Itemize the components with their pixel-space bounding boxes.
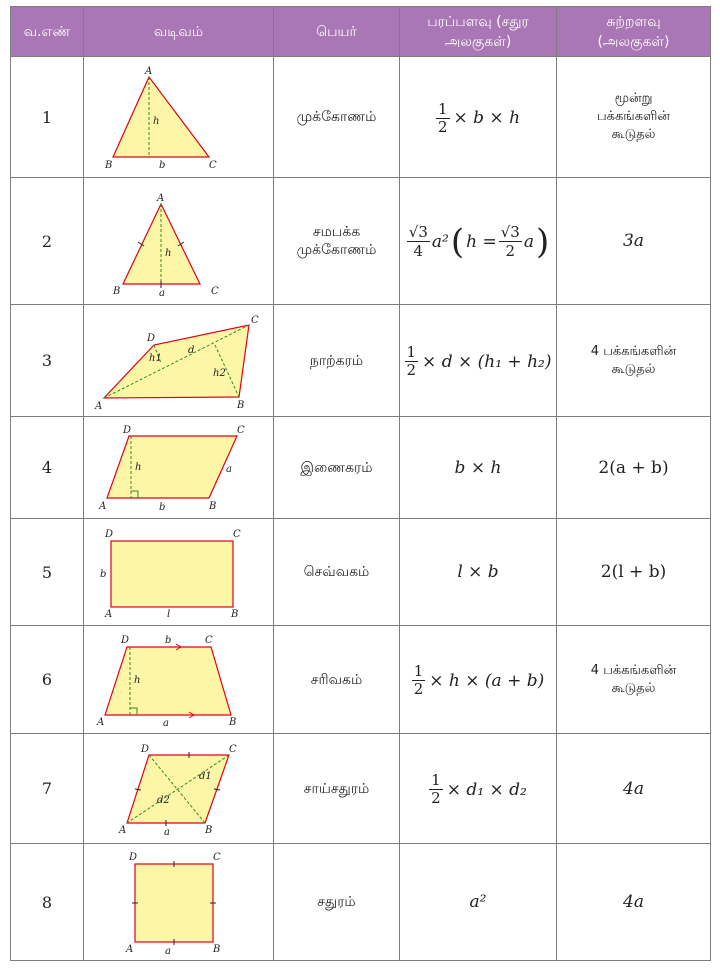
header-name: பெயர் bbox=[274, 7, 400, 57]
header-row bbox=[11, 7, 711, 57]
bottom-label: a bbox=[162, 717, 169, 729]
vertex-label: A bbox=[144, 66, 152, 77]
equilateral-figure bbox=[89, 184, 269, 299]
shape-name: சதுரம் bbox=[274, 844, 400, 961]
perimeter-value: 4a bbox=[557, 734, 711, 844]
vertex-label: C bbox=[250, 314, 259, 326]
fraction-denominator: 2 bbox=[413, 680, 424, 698]
table-row bbox=[11, 734, 711, 844]
formula-rest: × d × (h₁ + h₂) bbox=[422, 351, 552, 372]
fraction-numerator: 1 bbox=[406, 343, 417, 361]
perimeter-text: மூன்று பக்கங்களின் கூடுதல் bbox=[597, 91, 670, 142]
vertex-label: D bbox=[140, 743, 149, 755]
fraction-numerator: 1 bbox=[431, 771, 441, 789]
square-shape bbox=[135, 864, 213, 942]
area-formula: a² bbox=[400, 844, 557, 961]
shape-quadrilateral bbox=[84, 305, 274, 417]
triangle-figure bbox=[89, 62, 269, 172]
paren-left: ( bbox=[450, 221, 465, 262]
perimeter-value bbox=[557, 305, 711, 417]
perimeter-value: 3a bbox=[557, 178, 711, 305]
table-row bbox=[11, 626, 711, 734]
shape-rhombus bbox=[84, 734, 274, 844]
shape-equilateral-triangle bbox=[84, 178, 274, 305]
triangle-shape bbox=[113, 77, 209, 157]
side-label: a bbox=[163, 826, 170, 838]
fraction-denominator: 2 bbox=[437, 117, 448, 136]
perimeter-value: 4a bbox=[557, 844, 711, 961]
vertex-label: A bbox=[118, 824, 126, 836]
shape-triangle bbox=[84, 57, 274, 178]
vertex-label: D bbox=[104, 529, 113, 540]
vertex-label: B bbox=[212, 944, 220, 955]
serial-number: 3 bbox=[11, 305, 84, 417]
perimeter-text: 4 பக்கங்களின் கூடுதல் bbox=[590, 343, 677, 377]
vertex-label: B bbox=[112, 285, 120, 297]
formula-rest: × d₁ × d₂ bbox=[446, 779, 527, 800]
vertex-label: A bbox=[156, 192, 164, 204]
diagonal-label: d2 bbox=[156, 794, 170, 806]
vertex-label: C bbox=[204, 634, 213, 646]
base-label: b bbox=[158, 501, 165, 513]
shape-name: நாற்கரம் bbox=[274, 305, 400, 417]
formula-rest: × b × h bbox=[453, 108, 521, 128]
fraction-denominator: 2 bbox=[505, 242, 516, 260]
table-row bbox=[11, 417, 711, 519]
shape-square bbox=[84, 844, 274, 961]
quadrilateral-figure bbox=[89, 311, 269, 411]
height-label: h1 bbox=[148, 352, 162, 364]
diagonal-label: d bbox=[187, 344, 194, 356]
shape-name: சரிவகம் bbox=[274, 626, 400, 734]
fraction-numerator: 1 bbox=[437, 99, 448, 118]
area-formula: b × h bbox=[400, 417, 557, 519]
vertex-label: A bbox=[104, 609, 112, 620]
vertex-label: B bbox=[208, 500, 216, 512]
vertex-label: C bbox=[236, 424, 245, 436]
square-figure bbox=[89, 848, 269, 956]
formula-a: a bbox=[523, 231, 534, 252]
fraction-numerator: √3 bbox=[408, 223, 428, 241]
base-label: a bbox=[158, 287, 165, 299]
area-formula bbox=[400, 178, 557, 305]
trapezium-shape bbox=[105, 647, 231, 715]
vertex-label: B bbox=[104, 160, 112, 171]
formula-a-squared: a² bbox=[431, 231, 449, 252]
diagonal-label: d1 bbox=[198, 770, 212, 782]
vertex-label: B bbox=[228, 716, 236, 728]
vertex-label: A bbox=[96, 716, 104, 728]
rectangle-shape bbox=[111, 541, 233, 607]
vertex-label: C bbox=[210, 285, 219, 297]
fraction-denominator: 4 bbox=[413, 242, 424, 260]
parallelogram-figure bbox=[89, 422, 269, 514]
base-label: b bbox=[158, 160, 165, 171]
vertex-label: C bbox=[212, 852, 221, 863]
area-formula: l × b bbox=[400, 519, 557, 626]
formula-rest: × h × (a + b) bbox=[429, 670, 545, 691]
rhombus-figure bbox=[89, 739, 269, 839]
shape-name: இணைகரம் bbox=[274, 417, 400, 519]
rectangle-figure bbox=[89, 523, 269, 621]
vertex-label: C bbox=[228, 743, 237, 755]
fraction-numerator: √3 bbox=[500, 223, 520, 241]
serial-number: 8 bbox=[11, 844, 84, 961]
vertex-label: A bbox=[125, 944, 133, 955]
header-area: பரப்பளவு (சதுர அலகுகள்) bbox=[400, 7, 557, 57]
table-row bbox=[11, 57, 711, 178]
shape-name: செவ்வகம் bbox=[274, 519, 400, 626]
perimeter-value bbox=[557, 57, 711, 178]
perimeter-value: 2(a + b) bbox=[557, 417, 711, 519]
shape-name: சமபக்க முக்கோணம் bbox=[274, 178, 400, 305]
vertex-label: B bbox=[230, 609, 238, 620]
height-label: h bbox=[133, 674, 140, 686]
height-label: h2 bbox=[212, 367, 226, 379]
perimeter-value: 2(l + b) bbox=[557, 519, 711, 626]
side-label: a bbox=[225, 463, 232, 475]
header-sn: வ.எண் bbox=[11, 7, 84, 57]
vertex-label: D bbox=[122, 424, 131, 436]
shape-parallelogram bbox=[84, 417, 274, 519]
vertex-label: B bbox=[236, 399, 244, 411]
table-row bbox=[11, 305, 711, 417]
vertex-label: D bbox=[128, 852, 137, 863]
fraction-numerator: 1 bbox=[413, 662, 424, 680]
shape-name: முக்கோணம் bbox=[274, 57, 400, 178]
shape-name: சாய்சதுரம் bbox=[274, 734, 400, 844]
height-label: h bbox=[164, 247, 171, 259]
top-label: b bbox=[164, 634, 171, 646]
table-row bbox=[11, 178, 711, 305]
table-row bbox=[11, 844, 711, 961]
area-formula bbox=[400, 626, 557, 734]
area-formula bbox=[400, 734, 557, 844]
width-label: b bbox=[99, 569, 106, 580]
vertex-label: A bbox=[94, 400, 102, 411]
vertex-label: C bbox=[208, 160, 217, 171]
vertex-label: D bbox=[146, 332, 155, 344]
formula-h-eq: h = bbox=[466, 231, 497, 252]
trapezium-figure bbox=[89, 631, 269, 729]
header-shape: வடிவம் bbox=[84, 7, 274, 57]
perimeter-value bbox=[557, 626, 711, 734]
serial-number: 7 bbox=[11, 734, 84, 844]
area-formula bbox=[400, 305, 557, 417]
shape-rectangle bbox=[84, 519, 274, 626]
perimeter-text: 4 பக்கங்களின் கூடுதல் bbox=[590, 662, 677, 696]
header-perimeter: சுற்றளவு (அலகுகள்) bbox=[557, 7, 711, 57]
vertex-label: C bbox=[232, 529, 241, 540]
vertex-label: B bbox=[204, 824, 212, 836]
serial-number: 2 bbox=[11, 178, 84, 305]
side-label: a bbox=[164, 946, 171, 956]
shape-trapezium bbox=[84, 626, 274, 734]
parallelogram-shape bbox=[107, 436, 237, 498]
paren-right: ) bbox=[535, 221, 550, 262]
shapes-table bbox=[10, 6, 711, 961]
height-label: h bbox=[134, 461, 141, 473]
serial-number: 4 bbox=[11, 417, 84, 519]
serial-number: 1 bbox=[11, 57, 84, 178]
area-formula bbox=[400, 57, 557, 178]
serial-number: 6 bbox=[11, 626, 84, 734]
fraction-denominator: 2 bbox=[406, 361, 417, 379]
table-row bbox=[11, 519, 711, 626]
serial-number: 5 bbox=[11, 519, 84, 626]
height-label: h bbox=[152, 116, 159, 127]
vertex-label: D bbox=[120, 634, 129, 646]
fraction-denominator: 2 bbox=[431, 789, 441, 807]
vertex-label: A bbox=[98, 500, 106, 512]
length-label: l bbox=[166, 609, 170, 620]
